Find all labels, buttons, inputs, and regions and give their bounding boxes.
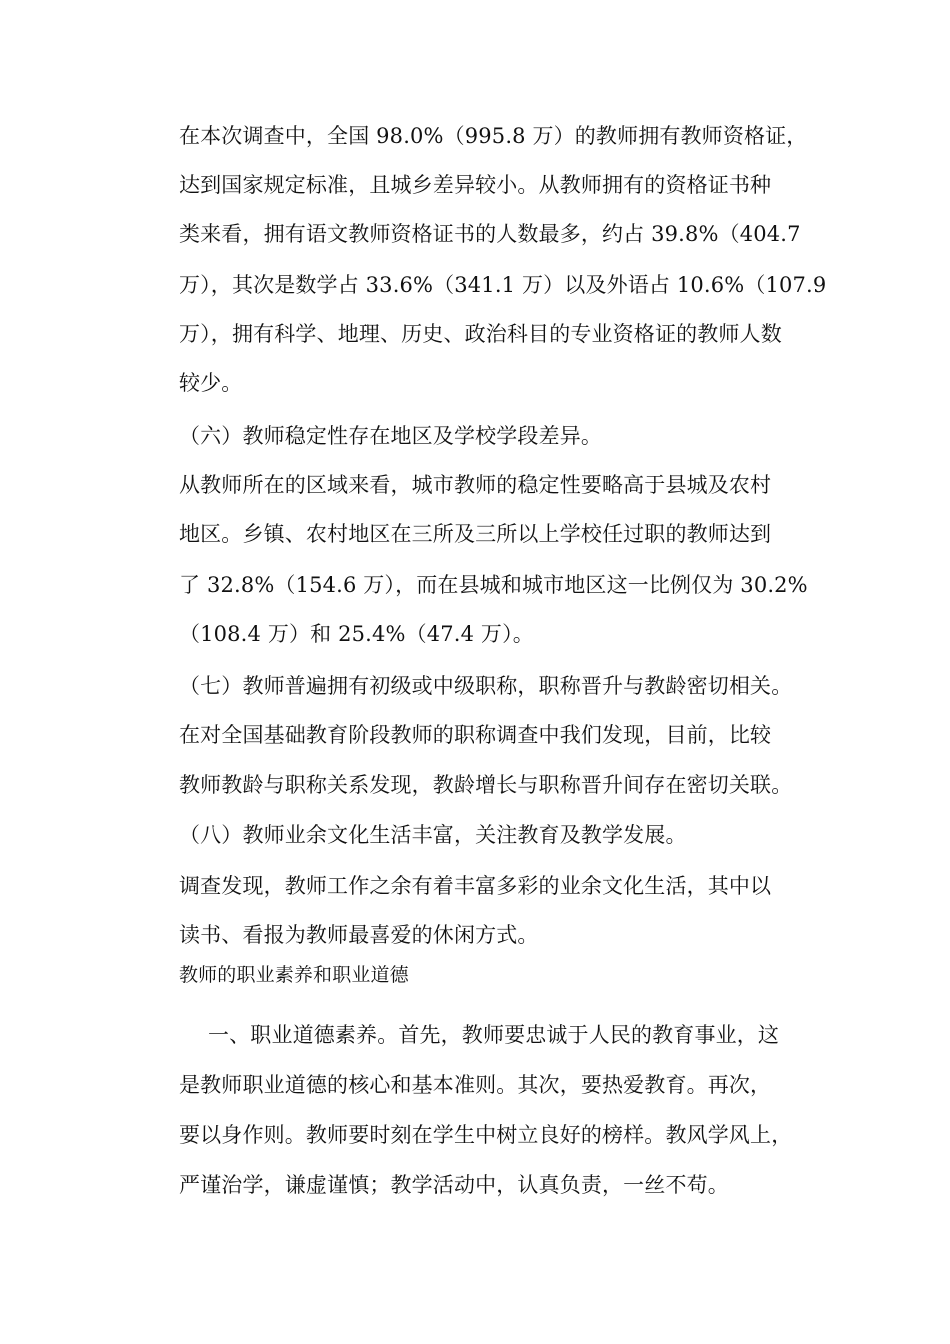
text-line-6: 较少。 bbox=[179, 371, 243, 395]
section-heading-6: （六）教师稳定性存在地区及学校学段差异。 bbox=[179, 424, 602, 448]
text-line-1: 在本次调查中，全国 98.0%（995.8 万）的教师拥有教师资格证， bbox=[179, 124, 808, 148]
text-line-19: 一、职业道德素养。首先，教师要忠诚于人民的教育事业，这 bbox=[208, 1023, 780, 1047]
text-line-22: 严谨治学，谦虚谨慎；教学活动中，认真负责，一丝不苟。 bbox=[179, 1173, 729, 1197]
text-line-14: 教师教龄与职称关系发现，教龄增长与职称晋升间存在密切关联。 bbox=[179, 773, 793, 797]
text-line-13: 在对全国基础教育阶段教师的职称调查中我们发现，目前，比较 bbox=[179, 723, 772, 747]
section-heading-8: （八）教师业余文化生活丰富，关注教育及教学发展。 bbox=[179, 823, 687, 847]
text-line-17: 读书、看报为教师最喜爱的休闲方式。 bbox=[179, 923, 539, 947]
text-line-10: 了 32.8%（154.6 万），而在县城和城市地区这一比例仅为 30.2% bbox=[179, 573, 808, 597]
text-line-11: （108.4 万）和 25.4%（47.4 万）。 bbox=[179, 622, 534, 646]
text-line-16: 调查发现，教师工作之余有着丰富多彩的业余文化生活，其中以 bbox=[179, 874, 772, 898]
text-line-3: 类来看，拥有语文教师资格证书的人数最多，约占 39.8%（404.7 bbox=[179, 222, 801, 246]
text-line-21: 要以身作则。教师要时刻在学生中树立良好的榜样。教风学风上， bbox=[179, 1123, 793, 1147]
section-heading-7: （七）教师普遍拥有初级或中级职称，职称晋升与教龄密切相关。 bbox=[179, 674, 793, 698]
text-line-8: 从教师所在的区域来看，城市教师的稳定性要略高于县城及农村 bbox=[179, 473, 772, 497]
text-line-9: 地区。乡镇、农村地区在三所及三所以上学校任过职的教师达到 bbox=[179, 522, 772, 546]
text-line-4: 万），其次是数学占 33.6%（341.1 万）以及外语占 10.6%（107.9 bbox=[179, 273, 827, 297]
text-line-2: 达到国家规定标准，且城乡差异较小。从教师拥有的资格证书种 bbox=[179, 173, 772, 197]
text-line-5: 万），拥有科学、地理、历史、政治科目的专业资格证的教师人数 bbox=[179, 322, 782, 346]
document-title: 教师的职业素养和职业道德 bbox=[179, 964, 409, 986]
text-line-20: 是教师职业道德的核心和基本准则。其次，要热爱教育。再次， bbox=[179, 1073, 772, 1097]
